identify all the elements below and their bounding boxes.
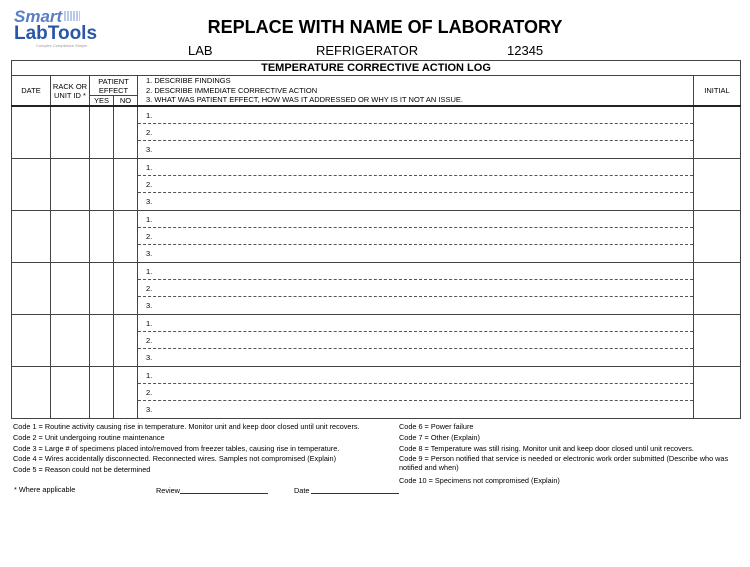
no-cell[interactable] bbox=[114, 263, 138, 315]
header-date: DATE bbox=[12, 76, 51, 107]
description-line[interactable]: 2. bbox=[138, 384, 693, 401]
logo-text-smart: Smart bbox=[14, 7, 63, 26]
rack-cell[interactable] bbox=[51, 263, 90, 315]
description-line[interactable]: 3. bbox=[146, 405, 153, 414]
yes-cell[interactable] bbox=[90, 159, 114, 211]
rack-cell[interactable] bbox=[51, 159, 90, 211]
review-field[interactable] bbox=[156, 485, 268, 495]
description-line[interactable]: 1. bbox=[138, 159, 693, 176]
no-cell[interactable] bbox=[114, 211, 138, 263]
instruction-2: 2. DESCRIBE IMMEDIATE CORRECTIVE ACTION bbox=[146, 85, 318, 95]
code-item: Code 6 = Power failure bbox=[399, 422, 474, 431]
description-cell[interactable] bbox=[138, 106, 694, 159]
rack-cell[interactable] bbox=[51, 106, 90, 159]
code-item: Code 2 = Unit undergoing routine maintenance bbox=[13, 432, 165, 442]
date-label: Date bbox=[294, 486, 310, 495]
date-field[interactable] bbox=[294, 485, 399, 495]
code-item: Code 10 = Specimens not compromised (Explain) bbox=[399, 476, 560, 486]
date-cell[interactable] bbox=[12, 263, 51, 315]
yes-cell[interactable] bbox=[90, 211, 114, 263]
code-item: Code 1 = Routine activity causing rise in temperature. Monitor unit and keep door closed until unit recovers. bbox=[13, 422, 360, 431]
initial-cell[interactable] bbox=[693, 315, 740, 367]
description-line[interactable]: 3. bbox=[146, 197, 153, 206]
description-line[interactable]: 1. bbox=[138, 315, 693, 332]
code-item: Code 7 = Other (Explain) bbox=[399, 432, 480, 442]
description-cell[interactable] bbox=[138, 315, 694, 367]
yes-cell[interactable] bbox=[90, 315, 114, 367]
log-entry-row bbox=[12, 159, 741, 211]
description-cell[interactable] bbox=[138, 263, 694, 315]
yes-cell[interactable] bbox=[90, 263, 114, 315]
yes-cell[interactable] bbox=[90, 367, 114, 419]
header-instructions bbox=[138, 76, 694, 107]
logo-tagline: Complex Compliance Simple bbox=[36, 43, 88, 48]
description-line[interactable]: 2. bbox=[138, 124, 693, 141]
date-cell[interactable] bbox=[12, 211, 51, 263]
log-title: TEMPERATURE CORRECTIVE ACTION LOG bbox=[12, 61, 741, 76]
description-line[interactable]: 1. bbox=[138, 263, 693, 280]
header-no: NO bbox=[114, 96, 138, 107]
page-title: REPLACE WITH NAME OF LABORATORY bbox=[207, 17, 563, 37]
description-line[interactable]: 2. bbox=[138, 280, 693, 297]
description-line[interactable]: 1. bbox=[138, 367, 693, 384]
header-rack: RACK OR UNIT ID * bbox=[51, 76, 90, 107]
description-line[interactable]: 3. bbox=[146, 145, 153, 154]
description-cell[interactable] bbox=[138, 159, 694, 211]
description-cell[interactable] bbox=[138, 211, 694, 263]
review-label: Review bbox=[156, 486, 180, 495]
no-cell[interactable] bbox=[114, 315, 138, 367]
log-entry-row bbox=[12, 367, 741, 419]
log-entry-row bbox=[12, 106, 741, 159]
initial-cell[interactable] bbox=[693, 106, 740, 159]
rack-cell[interactable] bbox=[51, 367, 90, 419]
date-cell[interactable] bbox=[12, 106, 51, 159]
log-table bbox=[11, 60, 741, 419]
unit-id: 12345 bbox=[507, 43, 544, 58]
code-item: Code 4 = Wires accidentally disconnected. Reconnected wires. Samples not compromised (Explain) bbox=[13, 454, 337, 464]
header-patient-effect: PATIENT EFFECT bbox=[90, 76, 138, 96]
codes-right bbox=[399, 422, 739, 487]
log-entry-row bbox=[12, 263, 741, 315]
instruction-1: 1. DESCRIBE FINDINGS bbox=[146, 76, 231, 86]
description-line[interactable]: 1. bbox=[138, 107, 693, 124]
date-cell[interactable] bbox=[12, 159, 51, 211]
date-cell[interactable] bbox=[12, 315, 51, 367]
rack-cell[interactable] bbox=[51, 315, 90, 367]
codes-left bbox=[13, 422, 360, 476]
header-yes: YES bbox=[90, 96, 114, 107]
unit-type: REFRIGERATOR bbox=[316, 43, 419, 58]
description-line[interactable]: 2. bbox=[138, 228, 693, 245]
description-line[interactable]: 3. bbox=[146, 249, 153, 258]
code-item: Code 5 = Reason could not be determined bbox=[13, 465, 151, 475]
yes-cell[interactable] bbox=[90, 106, 114, 159]
date-cell[interactable] bbox=[12, 367, 51, 419]
no-cell[interactable] bbox=[114, 159, 138, 211]
initial-cell[interactable] bbox=[693, 211, 740, 263]
logo-text-labtools: LabTools bbox=[14, 23, 98, 44]
instruction-3: 3. WHAT WAS PATIENT EFFECT, HOW WAS IT ADDRESSED OR WHY IS IT NOT AN ISSUE. bbox=[146, 95, 463, 105]
code-item: Code 8 = Temperature was still rising. Monitor unit and keep door closed until unit recovers. bbox=[399, 443, 694, 453]
log-entry-row bbox=[12, 315, 741, 367]
description-line[interactable]: 2. bbox=[138, 332, 693, 349]
initial-cell[interactable] bbox=[693, 263, 740, 315]
description-line[interactable]: 2. bbox=[138, 176, 693, 193]
footnote: * Where applicable bbox=[14, 485, 76, 494]
initial-cell[interactable] bbox=[693, 159, 740, 211]
no-cell[interactable] bbox=[114, 106, 138, 159]
code-item: Code 9 = Person notified that service is needed or electronic work order submitted (Describe who was notified and when) bbox=[399, 454, 729, 473]
description-line[interactable]: 3. bbox=[146, 353, 153, 362]
description-cell[interactable] bbox=[138, 367, 694, 419]
description-line[interactable]: 3. bbox=[146, 301, 153, 310]
no-cell[interactable] bbox=[114, 367, 138, 419]
header-initial: INITIAL bbox=[693, 76, 740, 107]
code-item: Code 3 = Large # of specimens placed into/removed from freezer tables, causing rise in temperature. bbox=[13, 443, 340, 453]
rack-cell[interactable] bbox=[51, 211, 90, 263]
lab-label: LAB bbox=[188, 43, 213, 58]
log-entry-row bbox=[12, 211, 741, 263]
description-line[interactable]: 1. bbox=[138, 211, 693, 228]
initial-cell[interactable] bbox=[693, 367, 740, 419]
